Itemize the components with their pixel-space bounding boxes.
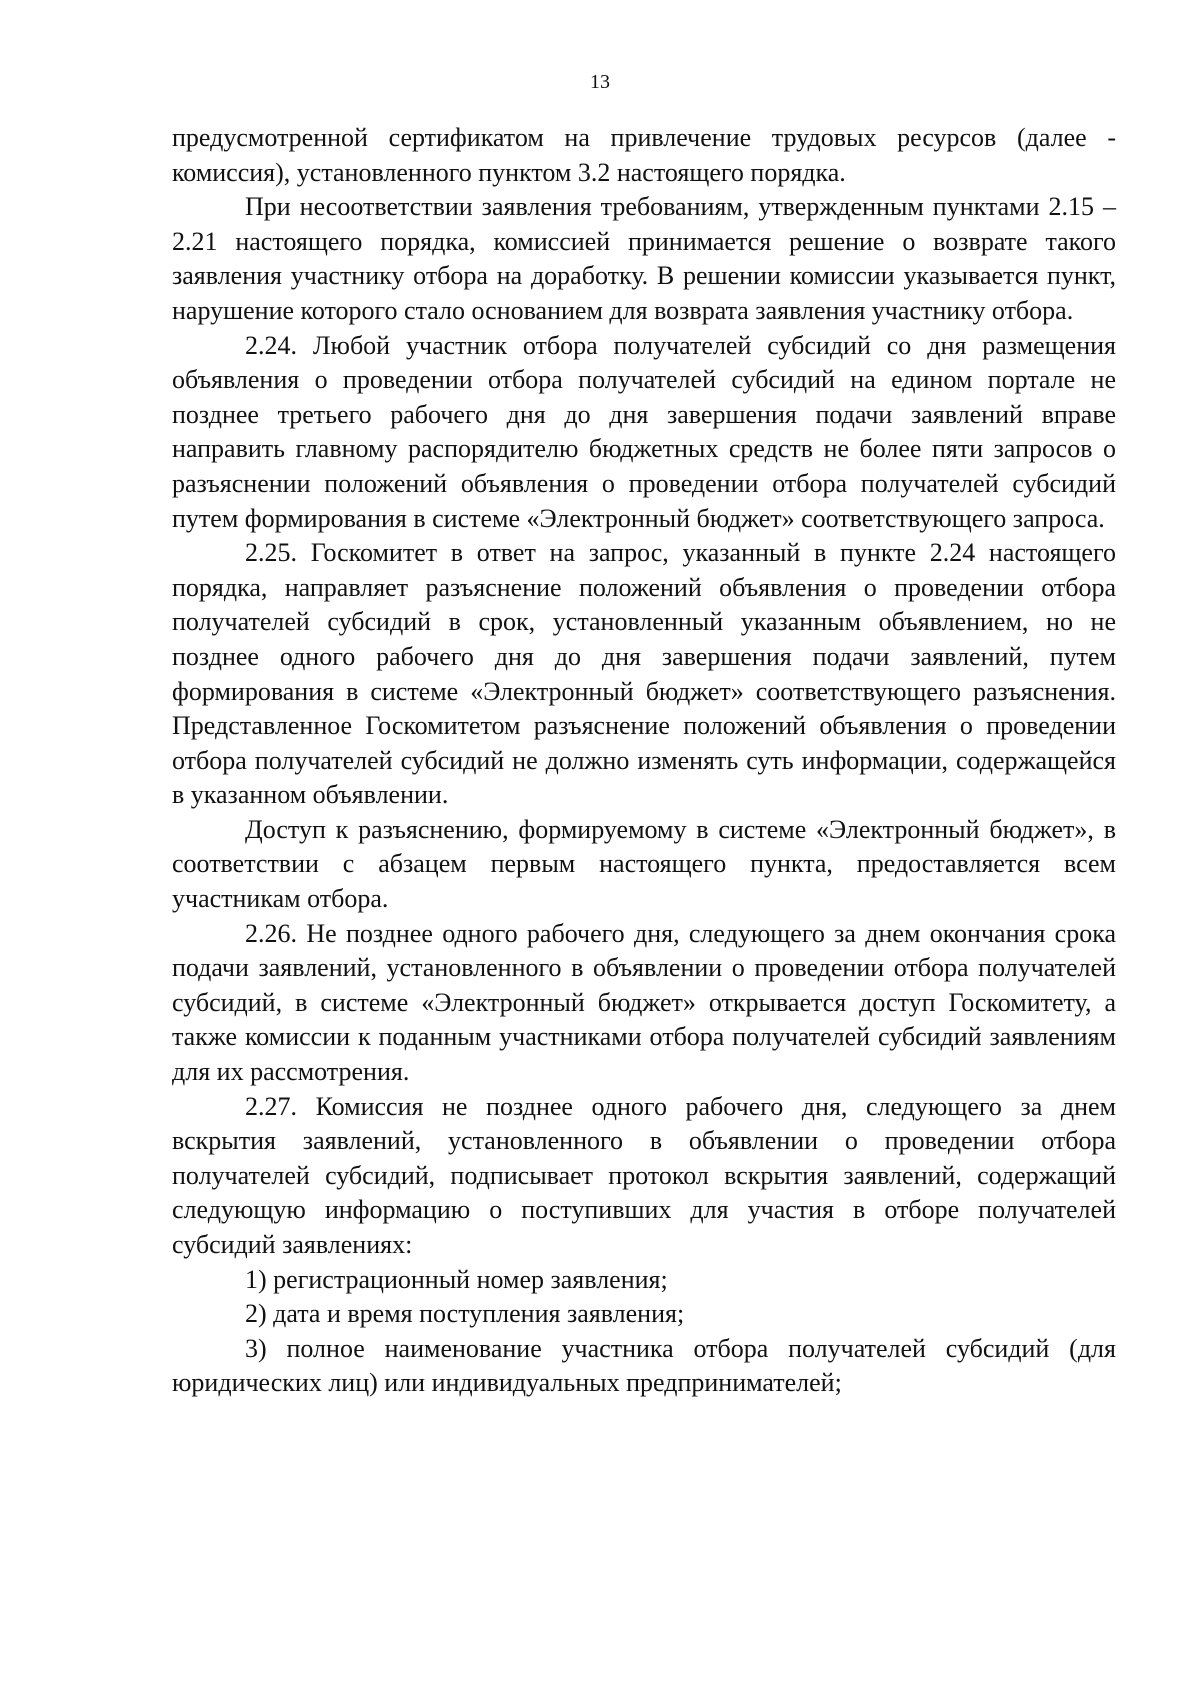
list-item-1: 1) регистрационный номер заявления; [245,1264,668,1294]
list-item-3: 3) полное наименование участника отбора получателей субсидий (для юридических лиц) или индивидуальных предпринимателей; [172,1333,1116,1398]
paragraph-2-24: 2.24. Любой участник отбора получателей субсидий со дня размещения объявления о проведении отбора получателей субсидий на едином портале не позднее третьего рабочего дня до дня завершения подачи заявлений вправе направить главному распорядителю бюджетных средств не более пяти запросов о разъяснении положений объявления о проведении отбора получателей субсидий путем формирования в системе «Электронный бюджет» соответствующего запроса. [172,330,1116,533]
list-item-2: 2) дата и время поступления заявления; [245,1299,685,1329]
paragraph-2-25: 2.25. Госкомитет в ответ на запрос, указанный в пункте 2.24 настоящего порядка, направляет разъяснение положений объявления о проведении отбора получателей субсидий в срок, установленный указанным объявлением, но не позднее одного рабочего дня до дня завершения подачи заявлений, путем формирования в системе «Электронный бюджет» соответствующего разъяснения. Представленное Госкомитетом разъяснение положений объявления о проведении отбора получателей субсидий не должно изменять суть информации, содержащейся в указанном объявлении. [172,538,1116,810]
paragraph-2-27: 2.27. Комиссия не позднее одного рабочего дня, следующего за днем вскрытия заявлений, установленного в объявлении о проведении отбора получателей субсидий, подписывает протокол вскрытия заявлений, содержащий следующую информацию о поступивших для участия в отборе получателей субсидий заявлениях: [172,1091,1116,1259]
document-body [172,121,1116,1401]
paragraph-return-decision: При несоответствии заявления требованиям, утвержденным пунктами 2.15 – 2.21 настоящего порядка, комиссией принимается решение о возврате такого заявления участнику отбора на доработку. В решении комиссии указывается пункт, нарушение которого стало основанием для возврата заявления участнику отбора. [172,192,1116,325]
paragraph-access: Доступ к разъяснению, формируемому в системе «Электронный бюджет», в соответствии с абзацем первым настоящего пункта, предоставляется всем участникам отбора. [172,814,1116,914]
paragraph-continuation: предусмотренной сертификатом на привлечение трудовых ресурсов (далее - комиссия), установленного пунктом 3.2 настоящего порядка. [172,123,1116,187]
page-number: 13 [590,71,610,93]
paragraph-2-26: 2.26. Не позднее одного рабочего дня, следующего за днем окончания срока подачи заявлений, установленного в объявлении о проведении отбора получателей субсидий, в системе «Электронный бюджет» открывается доступ Госкомитету, а также комиссии к поданным участниками отбора получателей субсидий заявлениям для их рассмотрения. [172,918,1116,1087]
